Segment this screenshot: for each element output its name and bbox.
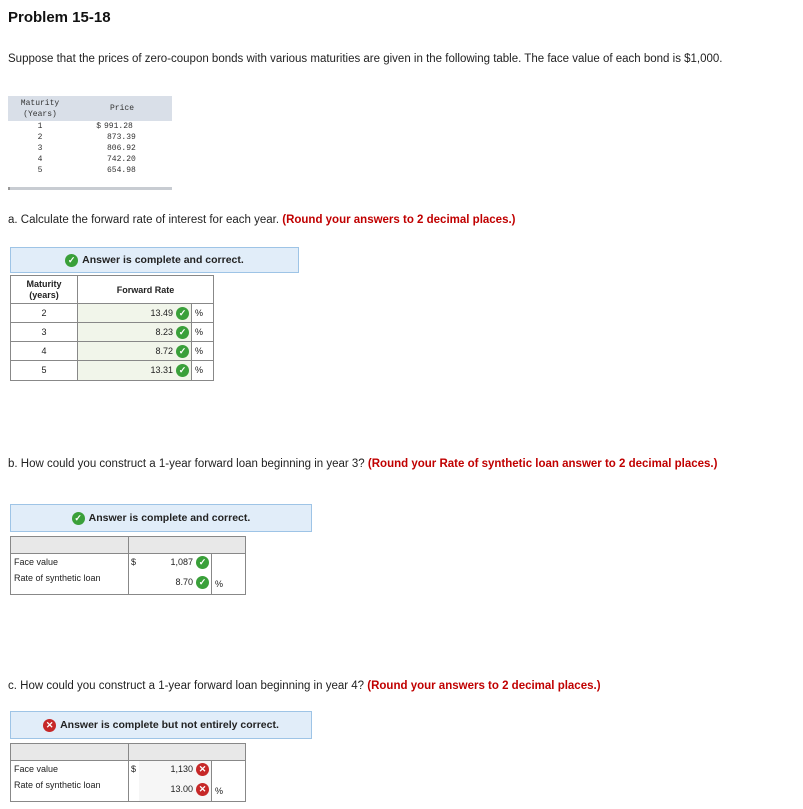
percent-unit: % (215, 786, 224, 796)
header-price: Price (109, 104, 134, 113)
maturity-cell: 4 (37, 155, 43, 164)
price-cell: 991.28 (104, 122, 133, 131)
rate-value: 8.72 (155, 346, 173, 356)
rate-input[interactable] (139, 777, 212, 801)
maturity-cell: 2 (11, 304, 78, 322)
maturity-cell: 2 (37, 133, 43, 142)
table-row (11, 323, 213, 342)
header-maturity: Maturity (20, 99, 60, 108)
percent-unit: % (195, 308, 204, 318)
table-row (8, 154, 172, 165)
percent-unit: % (195, 365, 204, 375)
part-c-banner (10, 711, 312, 739)
bond-price-table (8, 96, 172, 190)
rate-row (11, 777, 245, 801)
rate-label: Rate of synthetic loan (11, 777, 129, 801)
part-b-question (8, 457, 768, 471)
rate-value: 13.31 (150, 365, 173, 375)
table-scrollbar (8, 187, 172, 190)
check-icon: ✓ (72, 512, 85, 525)
currency-symbol: $ (131, 764, 137, 774)
forward-rate-input[interactable] (78, 361, 192, 380)
part-a-question (8, 213, 788, 227)
forward-rate-input[interactable] (78, 342, 192, 360)
maturity-cell: 5 (37, 166, 43, 175)
part-c-text: c. How could you construct a 1-year forward loan beginning in year 4? (8, 680, 365, 692)
part-b-banner (10, 504, 312, 532)
rate-label: Rate of synthetic loan (11, 570, 129, 594)
rate-value: 13.00 (170, 783, 193, 794)
price-cell: 806.92 (107, 144, 136, 153)
check-icon: ✓ (176, 307, 189, 320)
rate-value: 8.23 (155, 327, 173, 337)
percent-unit: % (195, 346, 204, 356)
part-c-table (10, 743, 246, 802)
banner-text: Answer is complete but not entirely correct. (60, 719, 279, 731)
table-row (8, 165, 172, 176)
header-forward-rate: Forward Rate (116, 285, 175, 295)
banner-text: Answer is complete and correct. (88, 512, 251, 524)
forward-rate-input[interactable] (78, 304, 192, 322)
maturity-cell: 1 (37, 122, 43, 131)
rate-value: 8.70 (175, 576, 193, 587)
check-icon: ✓ (176, 326, 189, 339)
header-years: (Years) (23, 110, 57, 119)
maturity-cell: 4 (11, 342, 78, 360)
table-row (8, 132, 172, 143)
check-icon: ✓ (196, 556, 209, 569)
price-cell: 873.39 (107, 133, 136, 142)
percent-unit: % (215, 579, 224, 589)
table-row (8, 121, 172, 132)
table-row (11, 361, 213, 380)
face-value: 1,130 (170, 763, 193, 774)
table-row (11, 304, 213, 323)
header-years: (years) (29, 290, 59, 300)
cross-icon: ✕ (196, 763, 209, 776)
currency-symbol: $ (131, 557, 137, 567)
problem-title: Problem 15-18 (8, 9, 111, 26)
part-c-instruction: (Round your answers to 2 decimal places.) (367, 680, 601, 692)
price-cell: 654.98 (107, 166, 136, 175)
maturity-cell: 5 (11, 361, 78, 380)
dollar-sign: $ (96, 122, 101, 131)
face-value-label: Face value (11, 761, 129, 777)
part-c-question (8, 679, 788, 693)
maturity-cell: 3 (37, 144, 43, 153)
forward-rate-input[interactable] (78, 323, 192, 341)
table-row (8, 143, 172, 154)
price-table-header (8, 96, 172, 121)
face-value-input[interactable] (139, 554, 212, 570)
check-icon: ✓ (176, 364, 189, 377)
table-row (11, 342, 213, 361)
percent-unit: % (195, 327, 204, 337)
problem-intro: Suppose that the prices of zero-coupon bonds with various maturities are given in the following table. The face value of each bond is $1,000. (8, 53, 723, 65)
face-value-input[interactable] (139, 761, 212, 777)
header-maturity: Maturity (26, 279, 62, 289)
maturity-cell: 3 (11, 323, 78, 341)
part-a-banner (10, 247, 299, 273)
price-cell: 742.20 (107, 155, 136, 164)
cross-icon: ✕ (196, 783, 209, 796)
part-a-instruction: (Round your answers to 2 decimal places.) (282, 214, 516, 226)
check-icon: ✓ (65, 254, 78, 267)
banner-text: Answer is complete and correct. (82, 254, 244, 266)
part-b-instruction: (Round your Rate of synthetic loan answer to 2 decimal places.) (367, 458, 718, 470)
part-b-text: b. How could you construct a 1-year forward loan beginning in year 3? (8, 458, 365, 470)
face-value-row (11, 554, 245, 570)
face-value: 1,087 (170, 556, 193, 567)
cross-icon: ✕ (43, 719, 56, 732)
part-a-text: a. Calculate the forward rate of interest for each year. (8, 214, 280, 226)
part-b-table (10, 536, 246, 595)
check-icon: ✓ (176, 345, 189, 358)
forward-rate-table (10, 275, 214, 381)
rate-input[interactable] (139, 570, 212, 594)
face-value-label: Face value (11, 554, 129, 570)
rate-row (11, 570, 245, 594)
rate-value: 13.49 (150, 308, 173, 318)
check-icon: ✓ (196, 576, 209, 589)
face-value-row (11, 761, 245, 777)
